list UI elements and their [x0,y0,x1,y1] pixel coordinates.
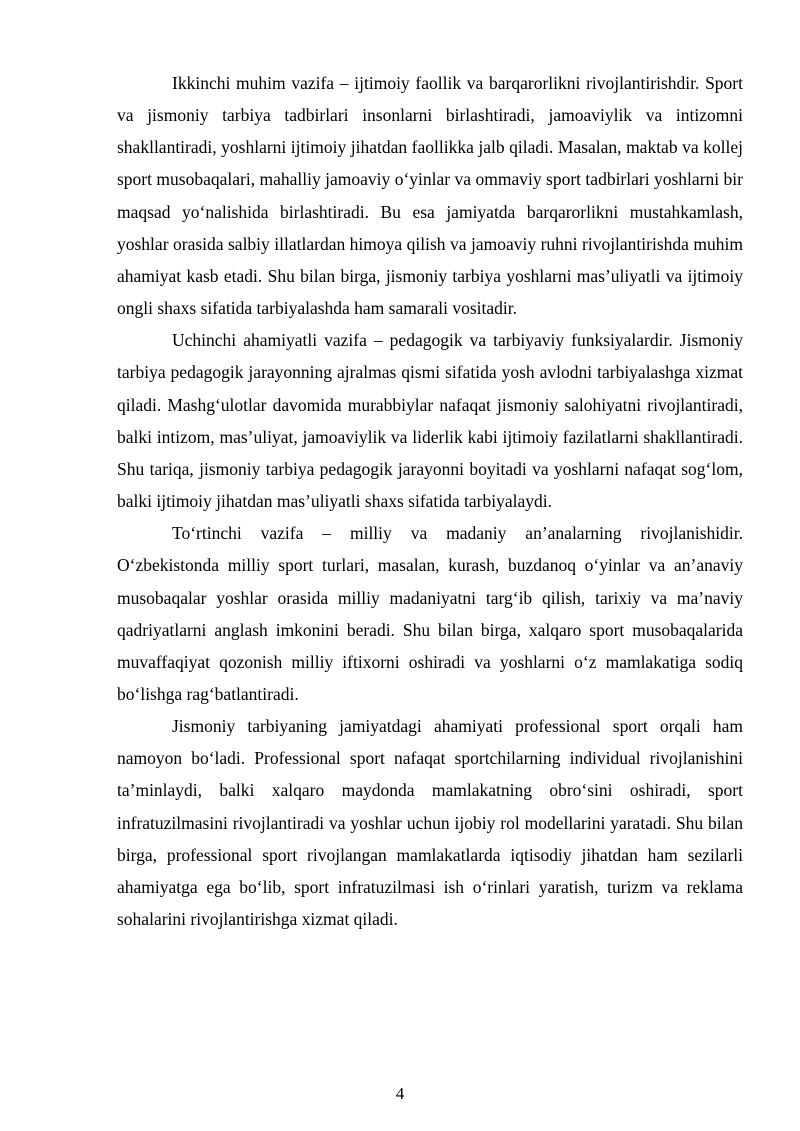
paragraph-national-traditions: To‘rtinchi vazifa – milliy va madaniy an’analarning rivojlanishidir. O‘zbekistonda milliy sport turlari, masalan, kurash, buzdanoq o‘yinlar va an’anaviy musobaqalar yoshlar orasida milliy madaniyatni targ‘ib qilish, tarixiy va ma’naviy qadriyatlarni anglash imkonini beradi. Shu bilan birga, xalqaro sport musobaqalarida muvaffaqiyat qozonish milliy iftixorni oshiradi va yoshlarni o‘z mamlakatiga sodiq bo‘lishga rag‘batlantiradi. [117,523,743,704]
page-number: 4 [395,1084,405,1103]
paragraph-social-activity: Ikkinchi muhim vazifa – ijtimoiy faollik va barqarorlikni rivojlantirishdir. Sport va jismoniy tarbiya tadbirlari insonlarni birlashtiradi, jamoaviylik va intizomni shakllantiradi, yoshlarni ijtimoiy jihatdan faollikka jalb qiladi. Masalan, maktab va kollej sport musobaqalari, mahalliy jamoaviy o‘yinlar va ommaviy sport tadbirlari yoshlarni bir maqsad yo‘nalishida birlashtiradi. Bu esa jamiyatda barqarorlikni mustahkamlash, yoshlar orasida salbiy illatlardan himoya qilish va jamoaviy ruhni rivojlantirishda muhim ahamiyat kasb etadi. Shu bilan birga, jismoniy tarbiya yoshlarni mas’uliyatli va ijtimoiy ongli shaxs sifatida tarbiyalashda ham samarali vositadir. [117,73,743,319]
document-body [117,67,743,935]
paragraph-pedagogical-functions: Uchinchi ahamiyatli vazifa – pedagogik va tarbiyaviy funksiyalardir. Jismoniy tarbiya pedagogik jarayonning ajralmas qismi sifatida yosh avlodni tarbiyalashga xizmat qiladi. Mashg‘ulotlar davomida murabbiylar nafaqat jismoniy salohiyatni rivojlantiradi, balki intizom, mas’uliyat, jamoaviylik va liderlik kabi ijtimoiy fazilatlarni shakllantiradi. Shu tariqa, jismoniy tarbiya pedagogik jarayonni boyitadi va yoshlarni nafaqat sog‘lom, balki ijtimoiy jihatdan mas’uliyatli shaxs sifatida tarbiyalaydi. [117,330,743,512]
paragraph-professional-sport: Jismoniy tarbiyaning jamiyatdagi ahamiyati professional sport orqali ham namoyon bo‘ladi. Professional sport nafaqat sportchilarning individual rivojlanishini ta’minlaydi, balki xalqaro maydonda mamlakatning obro‘sini oshiradi, sport infratuzilmasini rivojlantiradi va yoshlar uchun ijobiy rol modellarini yaratadi. Shu bilan birga, professional sport rivojlangan mamlakatlarda iqtisodiy jihatdan ham sezilarli ahamiyatga ega bo‘lib, sport infratuzilmasi ish o‘rinlari yaratish, turizm va reklama sohalarini rivojlantirishga xizmat qiladi. [117,716,743,930]
